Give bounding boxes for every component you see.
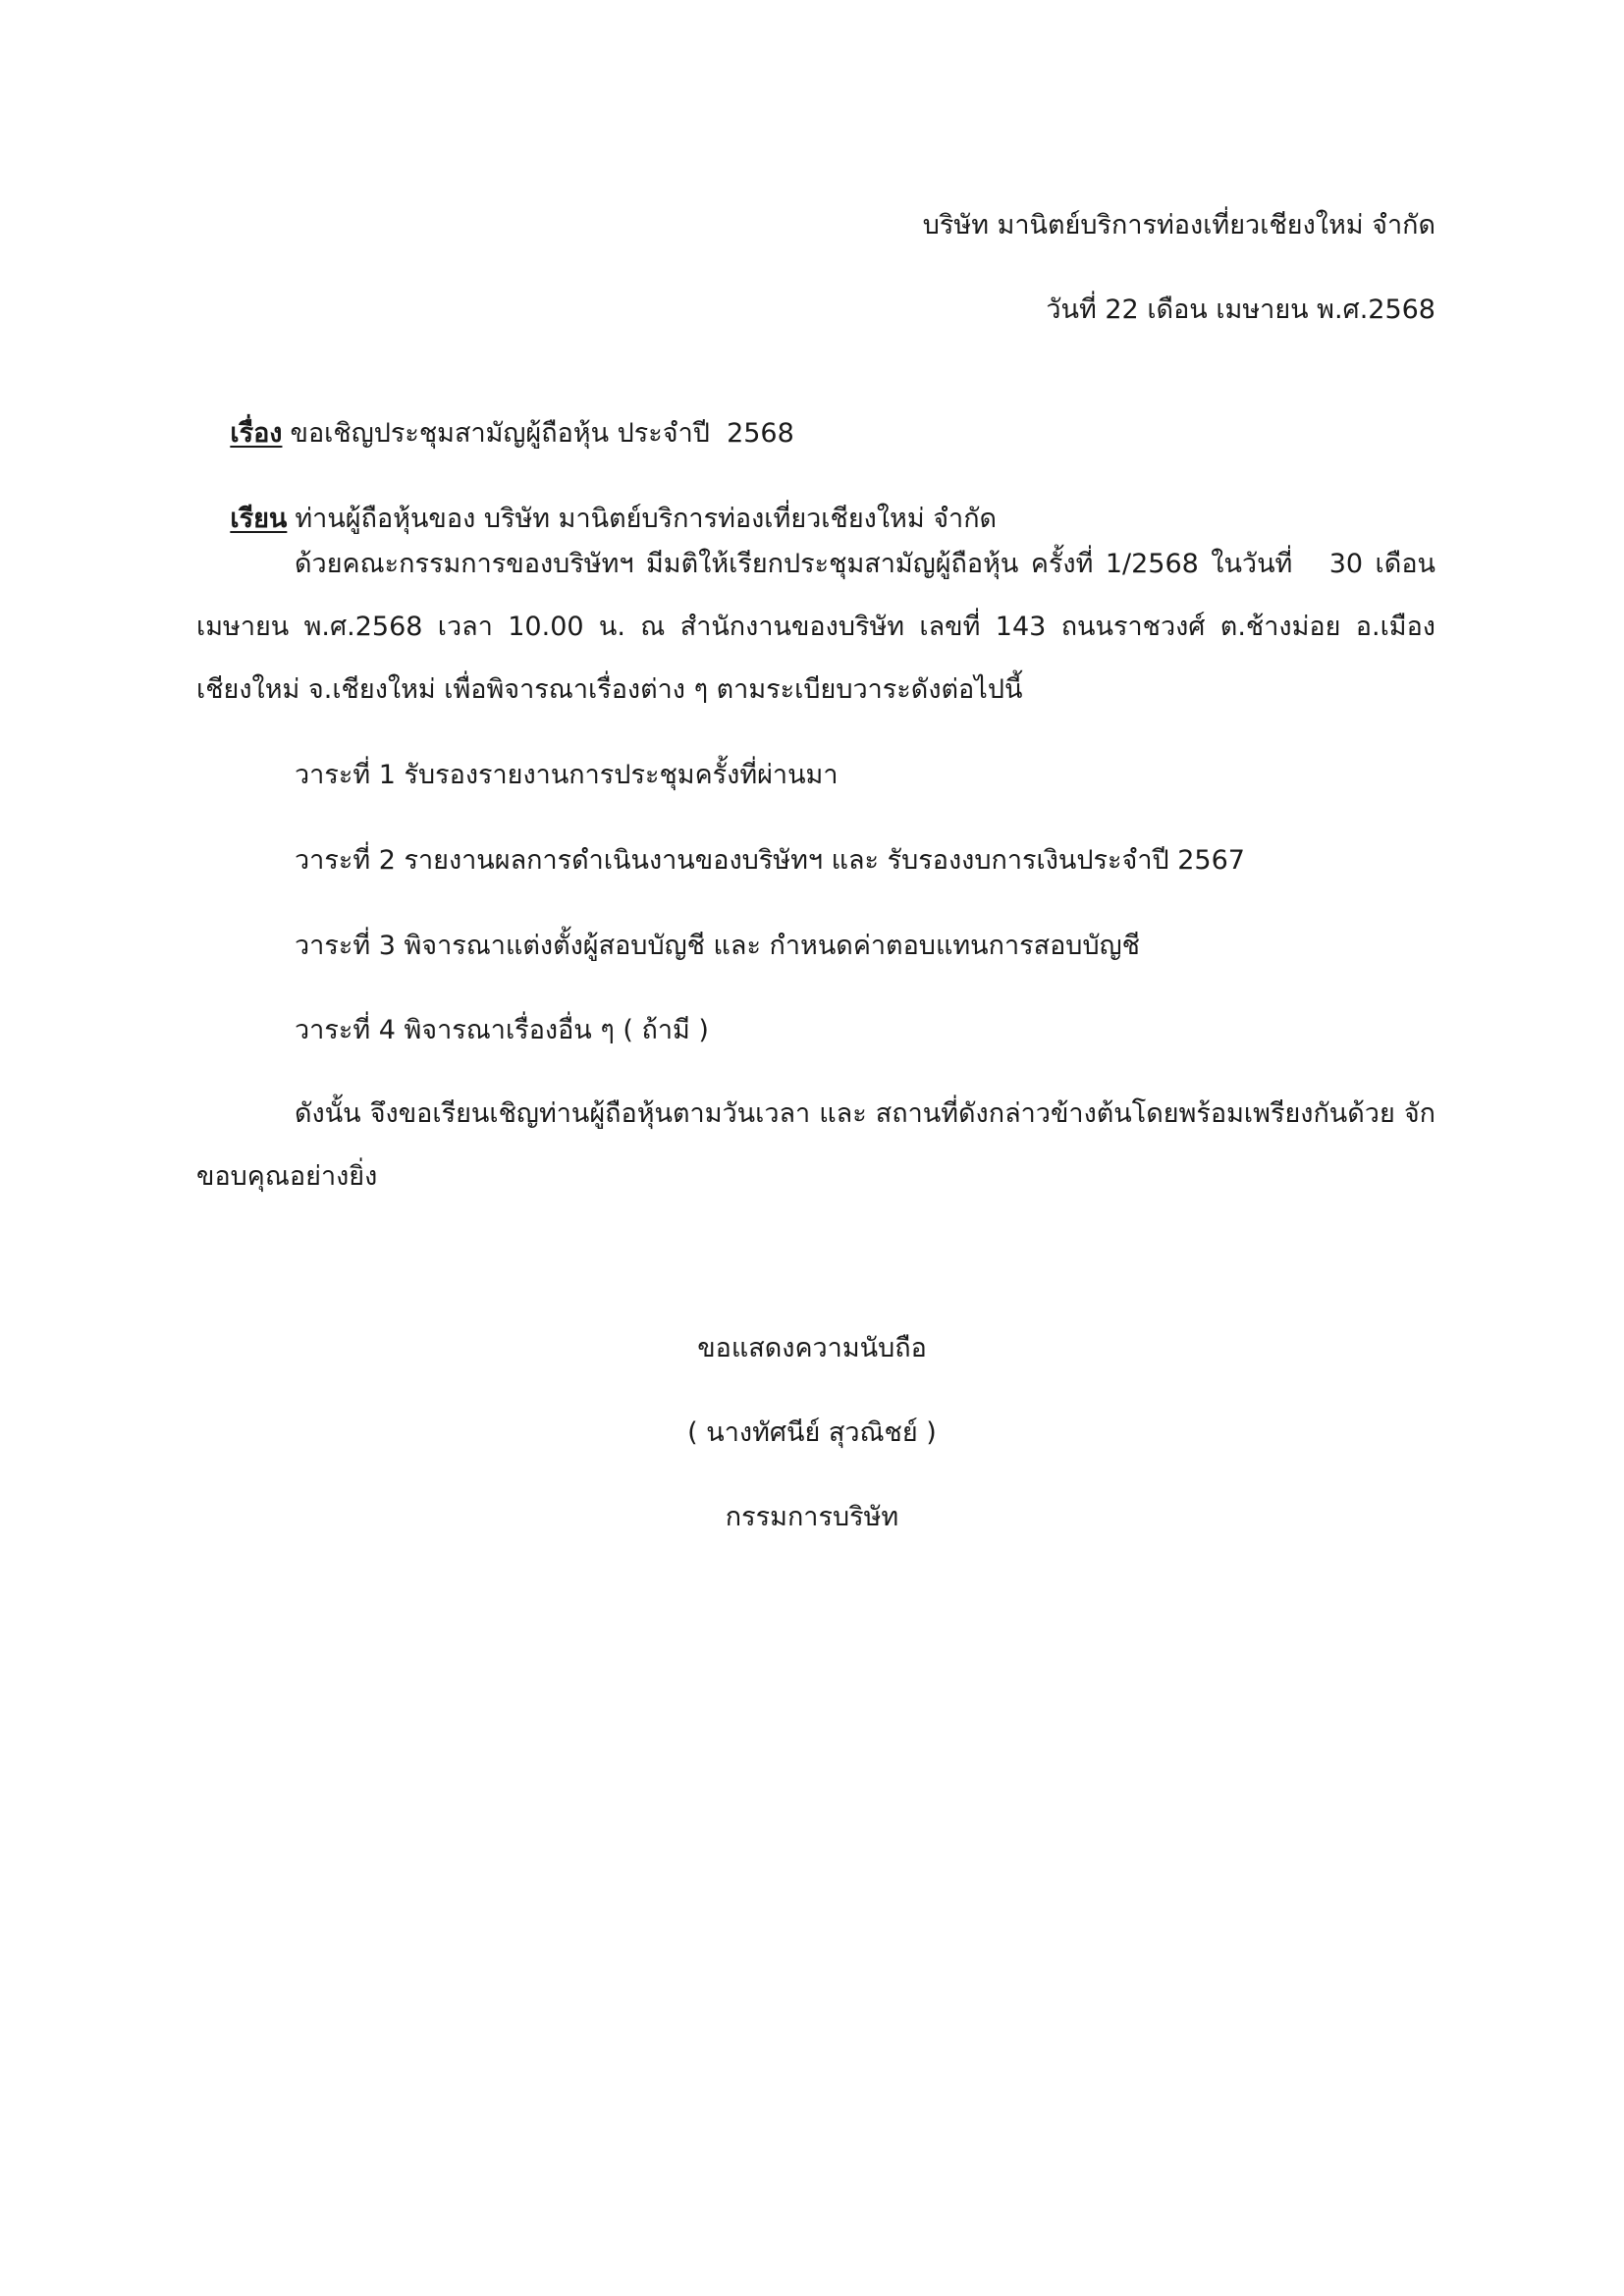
recipient-label: เรียน [230,504,288,534]
signature-name: ( นางทัศนีย์ สุวณิชย์ ) [687,1417,937,1448]
company-name: บริษัท มานิตย์บริการท่องเที่ยวเชียงใหม่ จำกัด [922,210,1435,240]
subject-label: เรื่อง [230,418,283,449]
agenda-item: วาระที่ 2 รายงานผลการดำเนินงานของบริษัทฯ และ รับรองงบการเงินประจำปี 2567 [295,845,1245,876]
signature-position: กรรมการบริษัท [725,1502,899,1532]
recipient-text: ท่านผู้ถือหุ้นของ บริษัท มานิตย์บริการท่องเที่ยวเชียงใหม่ จำกัด [295,504,998,534]
agenda-item: วาระที่ 1 รับรองรายงานการประชุมครั้งที่ผ่านมา [295,760,839,790]
subject-text: ขอเชิญประชุมสามัญผู้ถือหุ้น ประจำปี 2568 [290,418,794,449]
signature-salutation: ขอแสดงความนับถือ [697,1333,927,1363]
closing-paragraph: ดังนั้น จึงขอเรียนเชิญท่านผู้ถือหุ้นตามวันเวลา และ สถานที่ดังกล่าวข้างต้นโดยพร้อมเพรียงกันด้วย จักขอบคุณอย่างยิ่ง [196,1098,1435,1192]
letter-date: วันที่ 22 เดือน เมษายน พ.ศ.2568 [1046,294,1435,325]
intro-paragraph: ด้วยคณะกรรมการของบริษัทฯ มีมติให้เรียกประชุมสามัญผู้ถือหุ้น ครั้งที่ 1/2568 ในวันที่ 30 เดือน เมษายน พ.ศ.2568 เวลา 10.00 น. ณ สำนักงานของบริษัท เลขที่ 143 ถนนราชวงศ์ ต.ช้างม่อย อ.เมือง เชียงใหม่ จ.เชียงใหม่ เพื่อพิจารณาเรื่องต่าง ๆ ตามระเบียบวาระดังต่อไปนี้ [196,549,1444,705]
agenda-item: วาระที่ 3 พิจารณาแต่งตั้งผู้สอบบัญชี และ กำหนดค่าตอบแทนการสอบบัญชี [295,931,1140,961]
agenda-item: วาระที่ 4 พิจารณาเรื่องอื่น ๆ ( ถ้ามี ) [295,1015,709,1045]
